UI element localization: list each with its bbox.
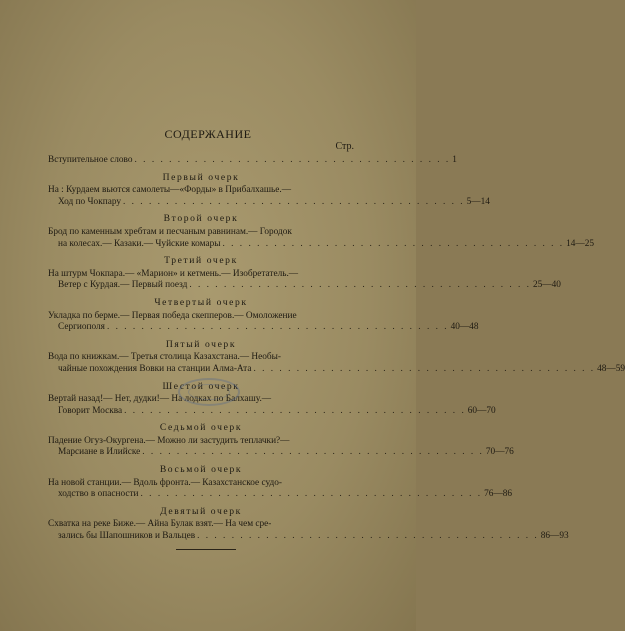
entry-line: Схватка на реке Биже.— Айна Булак взят.— На чем сре- [48,519,272,530]
entry-line: На : Курдаем вьются самолеты—«Форды» в Прибалхашье.— [48,185,291,196]
toc-section [48,171,490,209]
toc-section [48,505,569,543]
section-heading: Третий очерк [164,255,238,267]
entry-last-line [48,280,561,292]
entry-text: Марсиане в Илийске [58,447,141,458]
toc-entries [48,155,625,543]
entry-page-range: 76—86 [484,489,513,500]
entry-page-range: 5—14 [466,196,490,207]
entry-page-range: 86—93 [540,531,569,542]
entry-text: Сергиополя [58,322,105,333]
leader-dots: . . . . . . . . . . . . . . . . . . . . . . . . . . . . . . . . . . . . . . . . [123,196,465,207]
entry-page-range: 70—76 [485,447,514,458]
leader-dots: . . . . . . . . . . . . . . . . . . . . . . . . . . . . . . . . . . . . . . . . [140,489,483,500]
entry-text: Ход по Чокпару [58,196,121,207]
toc-sections [48,171,625,543]
leader-dots: . . . . . . . . . . . . . . . . . . . . . . . . . . . . . . . . . . . . . . . . [253,363,596,374]
toc-section [48,422,514,459]
section-heading: Девятый очерк [160,505,242,517]
entry-line: Укладка по берме.— Первая победа скепперов.— Омоложение [48,310,297,321]
section-heading: Шестой очерк [162,380,240,392]
page-title: СОДЕРЖАНИЕ [164,127,252,141]
entry-line: Вода по книжкам.— Третья столица Казахстана.— Необы- [48,352,281,363]
toc-section [48,255,561,292]
entry-text: ходство в опасности [58,489,139,500]
toc-section [48,296,479,334]
section-heading: Четвертый очерк [154,296,248,308]
toc-entry-intro [48,155,457,167]
page-column-label: Стр. [335,141,354,152]
entry-page-range: 25—40 [532,280,561,291]
leader-dots: . . . . . . . . . . . . . . . . . . . . . . . . . . . . . . . . . . . . . . . . [124,405,466,416]
leader-dots: . . . . . . . . . . . . . . . . . . . . . . . . . . . . . . . . . . . . . . . . [222,238,565,249]
entry-line: На штурм Чокпара.— «Марион» и кетмень.— Изобретатель.— [48,268,299,279]
entry-line: Падение Огуз-Окургена.— Можно ли застудить теплачки?— [48,435,290,446]
entry-page-range: 48—59 [597,363,625,374]
entry-last-line [48,196,490,209]
section-heading: Пятый очерк [165,338,237,350]
entry-page-range: 40—48 [450,322,479,333]
entry-text: Ветер с Курдая.— Первый поезд [58,280,188,291]
entry-last-line [48,238,595,251]
entry-text: на колесах.— Казаки.— Чуйские комары [58,238,221,249]
entry-last-line [48,363,625,376]
toc-section [48,213,595,250]
leader-dots: . . . . . . . . . . . . . . . . . . . . . . . . . . . . . . . . . . . . . . . . [142,447,484,458]
entry-text: чайные похождения Вовки на станции Алма-Ата [58,363,252,374]
toc-section [48,464,513,501]
section-heading: Восьмой очерк [159,464,243,476]
entry-line: На новой станции.— Вдоль фронта.— Казахстанское судо- [48,477,283,488]
toc-section [48,338,625,376]
entry-page-range: 60—70 [467,405,496,416]
end-rule [176,549,236,550]
entry-last-line [48,447,514,459]
entry-text: Говорит Москва [58,405,123,416]
section-heading: Второй очерк [163,213,239,225]
entry-page-range: 14—25 [566,238,595,249]
entry-line: Брод по каменным хребтам и песчаным равнинам.— Городок [48,226,292,237]
entry-last-line [48,531,569,543]
entry-text: Вступительное слово [48,155,133,165]
leader-dots: . . . . . . . . . . . . . . . . . . . . . . . . . . . . . . . . . . . . . . . . [106,322,449,333]
leader-dots: . . . . . . . . . . . . . . . . . . . . . . . . . . . . . . . . . . . . . . . . [189,280,531,291]
entry-text: зались бы Шапошников и Вальцев [58,531,196,542]
entry-last-line [48,405,496,418]
leader-dots: . . . . . . . . . . . . . . . . . . . . . . . . . . . . . . . . . . . . . . . . [197,531,539,542]
leader-dots: . . . . . . . . . . . . . . . . . . . . . . . . . . . . . . . . . . . . . [134,155,451,165]
entry-line: Вертай назад!— Нет, дудки!— На лодках по Балхашу.— [48,394,272,405]
section-heading: Седьмой очерк [159,422,243,434]
section-heading: Первый очерк [162,171,240,183]
library-stamp [178,378,240,406]
entry-page: 1 [452,155,457,165]
entry-last-line [48,489,513,501]
entry-last-line [48,322,479,334]
